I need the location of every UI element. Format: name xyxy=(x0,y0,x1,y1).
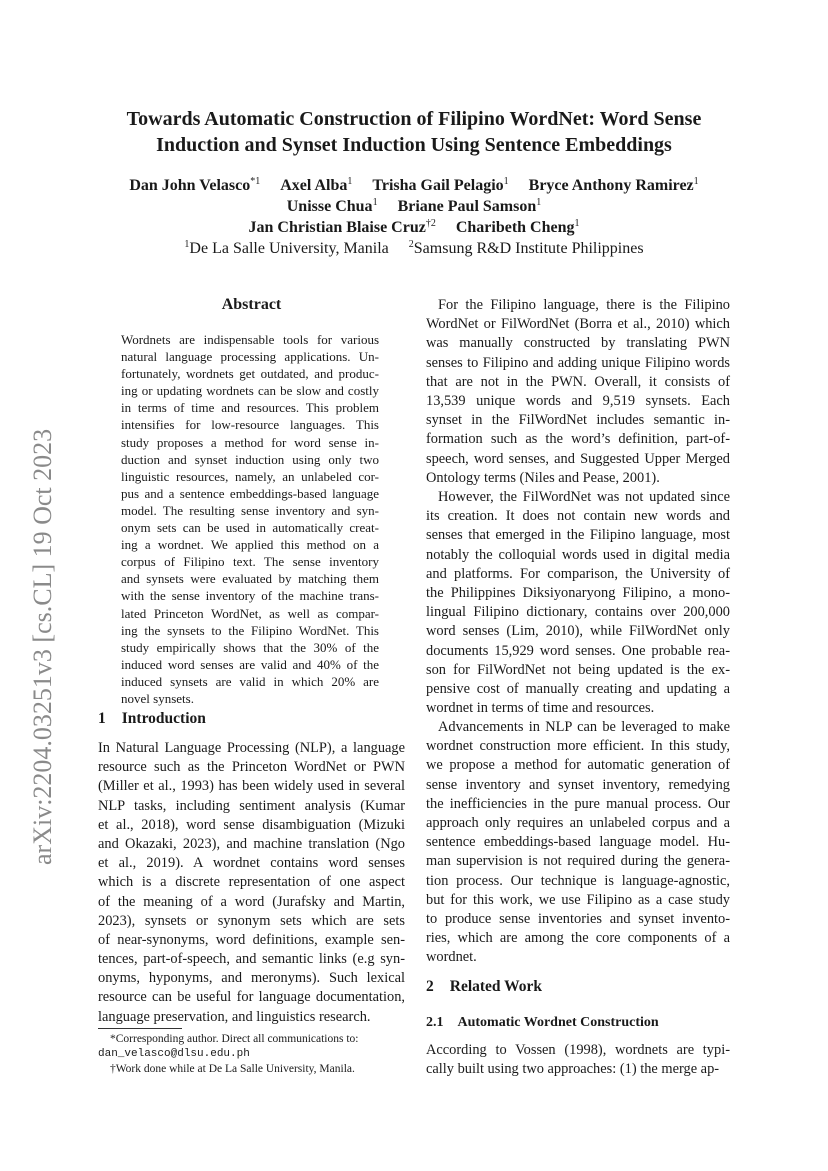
text-line: Ontology terms (Niles and Pease, 2001). xyxy=(426,469,660,486)
text-line: 13,539 unique words and 9,519 synsets. Each xyxy=(426,392,730,409)
text-line: lated Princeton WordNet, as well as compar- xyxy=(121,605,379,621)
paragraph-filwordnet xyxy=(426,296,730,488)
text-line: tences, part-of-speech, and semantic links (e.g syn- xyxy=(98,951,405,968)
introduction-body xyxy=(98,739,405,1027)
section-heading-introduction: 1 Introduction xyxy=(98,710,206,727)
text-line: notably the colloquial words used in digital media xyxy=(426,546,730,563)
author-name: Jan Christian Blaise Cruz$^{\dagger 2}$ xyxy=(248,218,436,236)
text-line: In Natural Language Processing (NLP), a language xyxy=(98,740,405,756)
abstract-body xyxy=(121,331,379,707)
text-line: senses to Filipino and adding unique Filipino words xyxy=(426,354,730,371)
text-line: lingual Filipino dictionary, contains over 200,000 xyxy=(426,604,730,621)
text-line: duction and synset induction using only two xyxy=(121,451,379,467)
text-line: its creation. It does not contain new words and xyxy=(426,508,730,525)
text-line: approach only requires an unlabeled corpus and a xyxy=(426,814,730,831)
text-line: onym sets can be used in automatically creat- xyxy=(121,520,379,536)
text-line: et al., 2019). A wordnet contains word senses xyxy=(98,855,405,872)
text-line: ing or updating wordnets can be slow and costly xyxy=(121,383,379,399)
text-line: Advancements in NLP can be leveraged to make xyxy=(438,719,730,735)
text-line: et al., 2018), word sense disambiguation (Mizuki xyxy=(98,816,405,833)
paragraph-vossen xyxy=(426,1041,730,1079)
footnote-email: dan_velasco@dlsu.edu.ph xyxy=(98,1048,250,1060)
footnotes xyxy=(98,1032,405,1077)
text-line: study empirically shows that the 30% of the xyxy=(121,639,379,655)
text-line: documents 15,929 word senses. One probable rea- xyxy=(426,642,730,659)
text-line: novel synsets. xyxy=(121,690,194,706)
text-line: resource such as the Princeton WordNet or PWN xyxy=(98,759,405,776)
text-line: model. The resulting sense inventory and syn- xyxy=(121,502,379,518)
text-line: the Philippines Diksiyonaryong Filipino, a mono- xyxy=(426,584,730,601)
text-line: onyms, hyponyms, and meronyms). Such lexical xyxy=(98,970,405,987)
text-line: with the sense inventory of the machine trans- xyxy=(121,588,379,604)
subsection-heading-automatic-wordnet: 2.1 Automatic Wordnet Construction xyxy=(426,1015,659,1030)
text-line: sense inventory and synset inventory, remedying xyxy=(426,776,730,793)
affiliation: $^2$Samsung R&D Institute Philippines xyxy=(408,239,644,257)
text-line: and Okazaki, 2023), and machine translation (Ngo xyxy=(98,835,405,852)
text-line: and synsets were evaluated by matching them xyxy=(121,571,379,587)
text-line: in terms of time and resources. This problem xyxy=(121,400,379,416)
author-block xyxy=(60,175,768,259)
text-line: and platforms. For comparison, the University of xyxy=(426,565,730,582)
affiliations xyxy=(60,238,768,259)
author-row xyxy=(60,217,768,238)
arxiv-stamp-text: arXiv:2204.03251v3 [cs.CL] 19 Oct 2023 xyxy=(28,428,57,865)
text-line: Wordnets are indispensable tools for various xyxy=(121,332,379,347)
section-heading-related-work: 2 Related Work xyxy=(426,978,543,995)
affiliation: $^1$De La Salle University, Manila xyxy=(184,239,389,257)
text-line: man supervision is not required during the genera- xyxy=(426,853,730,870)
footnote-corresponding: *Corresponding author. Direct all communications to: xyxy=(110,1033,359,1045)
text-line: resource can be useful for language documentation, xyxy=(98,989,405,1006)
paragraph-advancements xyxy=(426,718,730,967)
text-line: natural language processing applications. Un- xyxy=(121,349,379,365)
text-line: we propose a method for automatic generation of xyxy=(426,757,730,774)
text-line: However, the FilWordNet was not updated since xyxy=(438,489,730,505)
text-line: ing a wordnet. We applied this method on a xyxy=(121,537,379,553)
title-line: Induction and Synset Induction Using Sentence Embeddings xyxy=(156,134,672,156)
text-line: For the Filipino language, there is the Filipino xyxy=(438,297,730,313)
text-line: wordnet in terms of time and resources. xyxy=(426,700,655,717)
text-line: fortunately, wordnets get outdated, and produc- xyxy=(121,366,379,382)
abstract-heading: Abstract xyxy=(221,296,282,313)
author-name: Unisse Chua$^1$ xyxy=(286,197,378,215)
text-line: of near-synonyms, word definitions, example sen- xyxy=(98,931,405,948)
text-line: language preservation, and linguistics research. xyxy=(98,1008,371,1025)
author-name: Dan John Velasco$^{*1}$ xyxy=(129,176,261,194)
text-line: intensifies for low-resource languages. This xyxy=(121,417,379,433)
footnote-divider xyxy=(98,1028,182,1029)
text-line: induced word senses are valid and 40% of the xyxy=(121,656,379,672)
text-line: word senses (Lim, 2010), while FilWordNet only xyxy=(426,623,730,640)
author-name: Axel Alba$^1$ xyxy=(280,176,353,194)
text-line: wordnet construction more efficient. In this study, xyxy=(426,738,730,755)
text-line: sentence embeddings-based language model. Hu- xyxy=(426,834,730,851)
footnote-work-done: †Work done while at De La Salle University, Manila. xyxy=(110,1063,355,1075)
text-line: study proposes a method for word sense in- xyxy=(121,434,379,450)
text-line: synset in the FilWordNet includes semantic in- xyxy=(426,412,730,429)
text-line: that are not in the PWN. Overall, it consists of xyxy=(426,373,730,390)
title-line: Towards Automatic Construction of Filipino WordNet: Word Sense xyxy=(126,108,702,130)
text-line: to produce sense inventories and synset invento- xyxy=(426,910,730,927)
text-line: WordNet or FilWordNet (Borra et al., 2010) which xyxy=(426,316,730,333)
text-line: pensive cost of manually creating and updating a xyxy=(426,680,730,697)
text-line: linguistic resources, namely, an unlabeled cor- xyxy=(121,468,379,484)
text-line: speech, word senses, and Suggested Upper Merged xyxy=(426,450,730,467)
text-line: NLP tasks, including sentiment analysis (Kumar xyxy=(98,797,405,814)
author-name: Bryce Anthony Ramirez$^1$ xyxy=(528,176,699,194)
author-name: Charibeth Cheng$^1$ xyxy=(455,218,580,236)
text-line: was manually constructed by translating PWN xyxy=(426,335,730,352)
text-line: senses that emerged in the Filipino language, most xyxy=(426,527,730,544)
text-line: According to Vossen (1998), wordnets are typi- xyxy=(426,1042,730,1058)
text-line: induced synsets are valid in which 20% are xyxy=(121,673,379,689)
text-line: pus and a sentence embeddings-based language xyxy=(121,485,379,501)
text-line: of the meaning of a word (Jurafsky and Martin, xyxy=(98,893,405,910)
author-name: Trisha Gail Pelagio$^1$ xyxy=(372,176,509,194)
author-row xyxy=(60,175,768,196)
text-line: corpus of Filipino text. The sense inventory xyxy=(121,554,379,570)
text-line: wordnet. xyxy=(426,949,477,966)
text-line: which is a discrete representation of one aspect xyxy=(98,874,405,891)
text-line: cally built using two approaches: (1) the merge ap- xyxy=(426,1061,720,1078)
text-line: but for this work, we use Filipino as a case study xyxy=(426,891,730,908)
text-line: (Miller et al., 1993) has been widely used in several xyxy=(98,778,405,795)
text-line: formation such as the word’s definition, part-of- xyxy=(426,431,730,448)
text-line: ries, which are among the core components of a xyxy=(426,930,730,947)
text-line: tion process. Our technique is language-agnostic, xyxy=(426,872,730,889)
paper-title xyxy=(60,106,768,158)
author-name: Briane Paul Samson$^1$ xyxy=(397,197,542,215)
author-row xyxy=(60,196,768,217)
text-line: 2023), synsets or synonym sets which are sets xyxy=(98,912,405,929)
text-line: son for FilWordNet not being updated is the ex- xyxy=(426,661,730,678)
paragraph-filwordnet-outdated xyxy=(426,488,730,718)
text-line: ing the synsets to the Filipino WordNet. This xyxy=(121,622,379,638)
text-line: the inefficiencies in the pure manual process. Our xyxy=(426,795,730,812)
arxiv-identifier-stamp xyxy=(6,370,66,870)
